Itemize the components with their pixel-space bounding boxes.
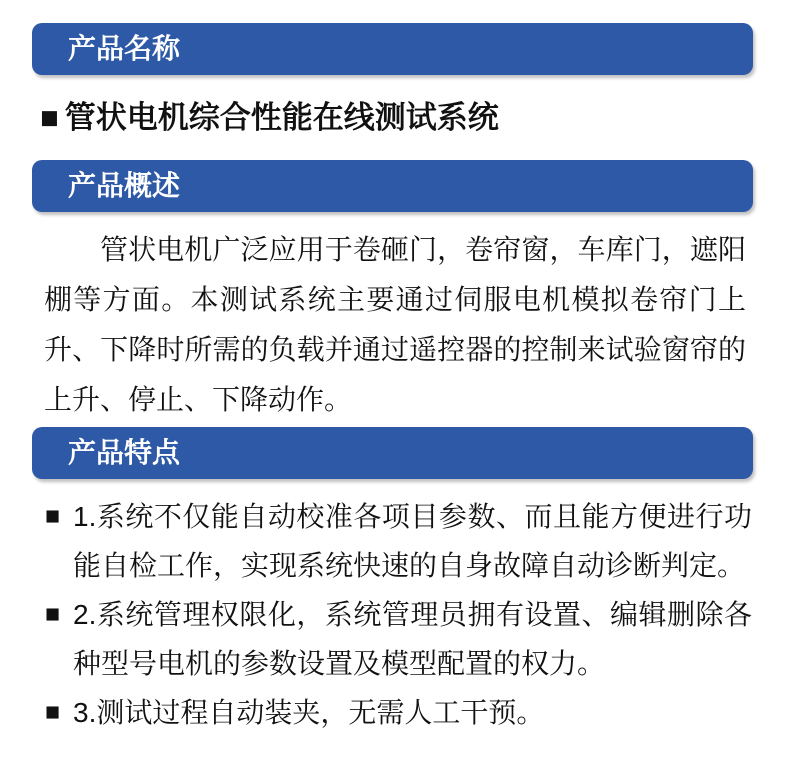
square-bullet-icon: ■ [40, 100, 59, 135]
overview-paragraph: 管状电机广泛应用于卷砸门，卷帘窗，车库门，遮阳棚等方面。本测试系统主要通过伺服电机模拟卷帘门上升、下降时所需的负载并通过遥控器的控制来试验窗帘的上升、停止、下降动作。 [44, 234, 746, 415]
square-bullet-icon: ■ [45, 698, 61, 726]
feature-item [45, 688, 752, 737]
feature-list [45, 492, 752, 737]
feature-item-text: 1.系统不仅能自动校准各项目参数、而且能方便进行功能自检工作，实现系统快速的自身故障自动诊断判定。 [73, 501, 752, 581]
section-header-product-overview-label: 产品概述 [68, 170, 181, 201]
section-header-product-name-label: 产品名称 [68, 33, 181, 64]
feature-item-text: 3.测试过程自动装夹，无需人工干预。 [73, 697, 545, 728]
product-title [40, 95, 750, 141]
feature-item [45, 590, 752, 688]
section-header-product-features [32, 427, 753, 479]
product-title-text: 管状电机综合性能在线测试系统 [64, 100, 499, 135]
feature-item-text: 2.系统管理权限化，系统管理员拥有设置、编辑删除各种型号电机的参数设置及模型配置的权力。 [73, 599, 752, 679]
square-bullet-icon: ■ [45, 502, 61, 530]
feature-item [45, 492, 752, 590]
section-header-product-features-label: 产品特点 [68, 437, 181, 468]
section-header-product-overview [32, 160, 753, 212]
section-header-product-name [32, 23, 753, 75]
square-bullet-icon: ■ [45, 600, 61, 628]
